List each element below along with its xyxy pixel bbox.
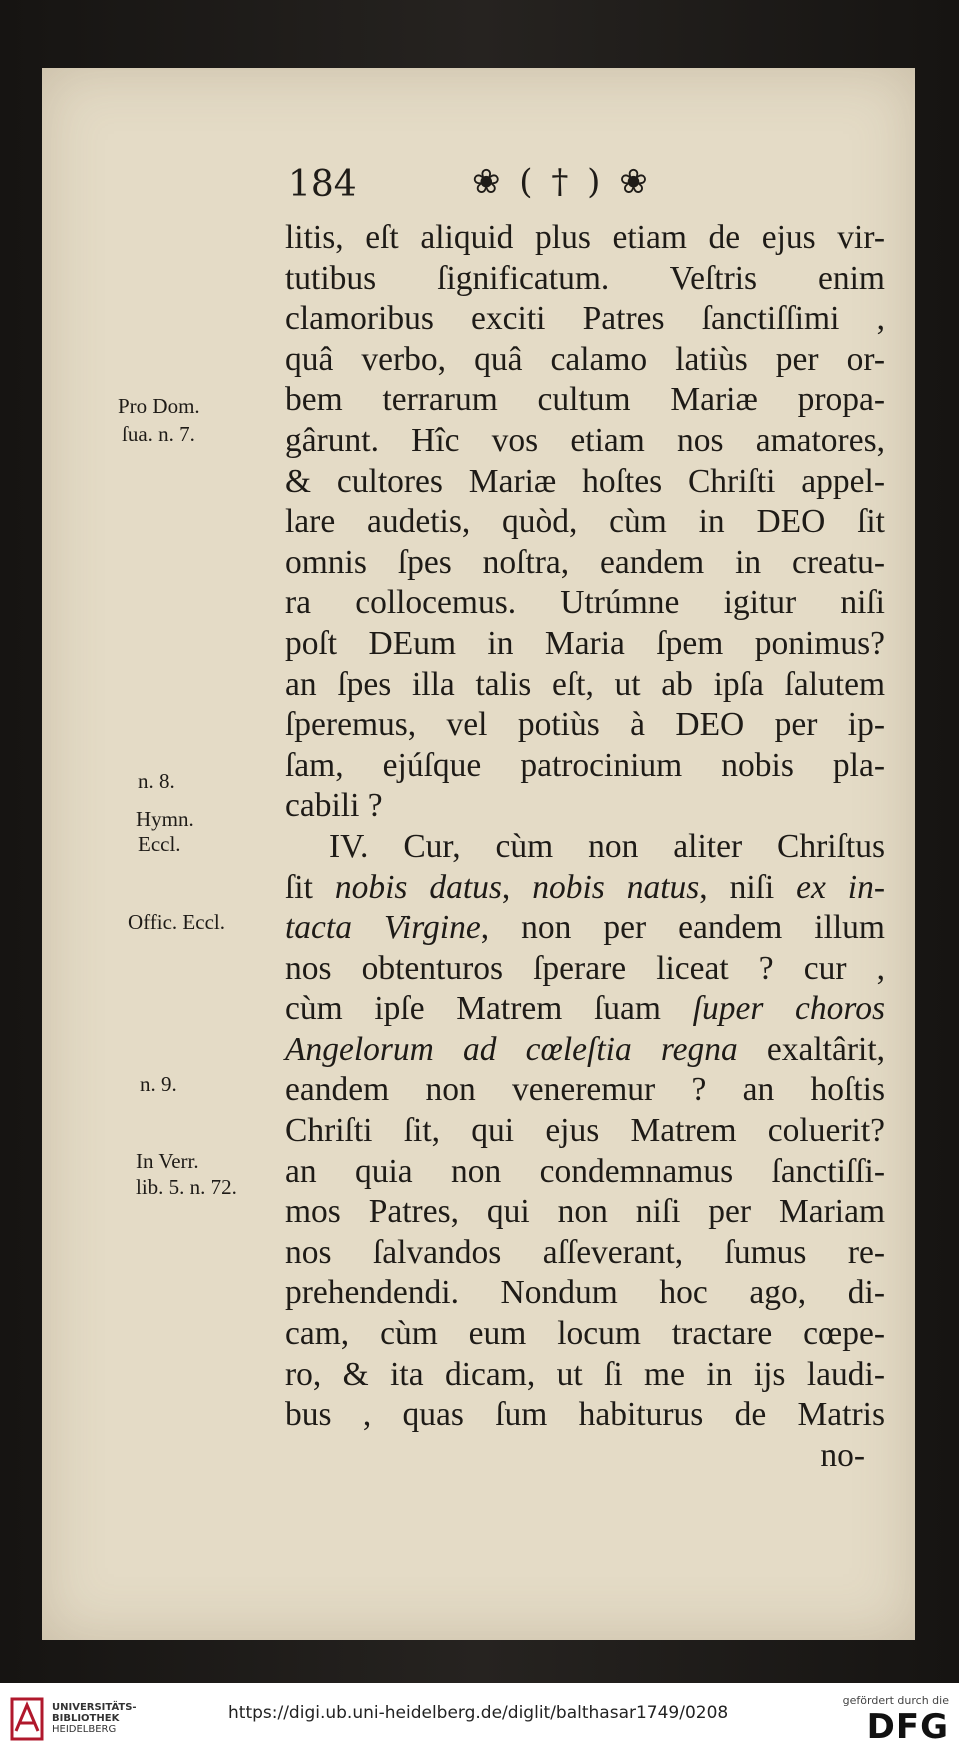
catchword: no- <box>820 1436 865 1474</box>
text-line: cùm ipſe Matrem ſuam ſuper choros <box>285 990 885 1028</box>
text-line: nos ſalvandos aſſeverant, ſumus re- <box>285 1233 885 1271</box>
dfg-logo: DFG <box>866 1707 949 1747</box>
text-line: bem terrarum cultum Mariæ propa- <box>285 381 885 419</box>
text-line: gârunt. Hîc vos etiam nos amatores, <box>285 421 885 459</box>
text-line: nos obtenturos ſperare liceat ? cur , <box>285 949 885 987</box>
marginal-note: lib. 5. n. 72. <box>136 1175 237 1199</box>
viewer-footer <box>0 1683 959 1753</box>
university-library-logo-icon <box>10 1697 44 1741</box>
text-line: poſt DEum in Maria ſpem ponimus? <box>285 624 885 662</box>
text-line: & cultores Mariæ hoſtes Chriſti appel- <box>285 462 885 500</box>
marginal-note: Offic. Eccl. <box>128 910 225 934</box>
text-line: prehendendi. Nondum hoc ago, di- <box>285 1274 885 1312</box>
text-line: eandem non veneremur ? an hoſtis <box>285 1071 885 1109</box>
marginal-note: n. 9. <box>140 1072 177 1096</box>
paragraph-start: IV. Cur, cùm non aliter Chriſtus <box>329 827 885 865</box>
marginal-note: Eccl. <box>138 832 181 856</box>
text-line: ra collocemus. Utrúmne igitur niſi <box>285 584 885 622</box>
text-line: litis, eſt aliquid plus etiam de ejus vir- <box>285 219 885 256</box>
marginal-note: n. 8. <box>138 769 175 793</box>
text-line: clamoribus exciti Patres ſanctiſſimi , <box>285 300 885 338</box>
permalink-url[interactable]: https://digi.ub.uni-heidelberg.de/diglit/balthasar1749/0208 <box>228 1703 729 1723</box>
text-line: omnis ſpes noſtra, eandem in creatu- <box>285 543 885 581</box>
text-line: ſit nobis datus, nobis natus, niſi ex in- <box>285 868 885 906</box>
text-line: ſperemus, vel potiùs à DEO per ip- <box>285 706 885 744</box>
running-head <box>42 162 915 222</box>
text-line: bus , quas ſum habiturus de Matris <box>285 1396 885 1434</box>
text-line: quâ verbo, quâ calamo latiùs per or- <box>285 340 885 378</box>
text-line: tacta Virgine, non per eandem illum <box>285 909 885 947</box>
header-ornament: ❀ ( † ) ❀ <box>472 162 652 202</box>
text-line: cam, cùm eum locum tractare cœpe- <box>285 1315 885 1353</box>
text-line: ſam, ejúſque patrocinium nobis pla- <box>285 746 885 784</box>
text-line: tutibus ſignificatum. Veſtris enim <box>285 259 885 297</box>
marginal-note: ſua. n. 7. <box>122 422 195 446</box>
library-name: UNIVERSITÄTS- BIBLIOTHEK HEIDELBERG <box>52 1702 137 1735</box>
body-text <box>285 218 885 1476</box>
book-page <box>42 68 915 1640</box>
text-line: mos Patres, qui non niſi per Mariam <box>285 1193 885 1231</box>
marginal-note: Pro Dom. <box>118 394 200 418</box>
text-line: an quia non condemnamus ſanctiſſi- <box>285 1152 885 1190</box>
text-line: Angelorum ad cœleſtia regna exaltârit, <box>285 1030 885 1068</box>
text-line: an ſpes illa talis eſt, ut ab ipſa ſalutem <box>285 665 885 703</box>
text-line: lare audetis, quòd, cùm in DEO ſit <box>285 503 885 541</box>
page-number: 184 <box>288 164 357 205</box>
marginal-note: In Verr. <box>136 1149 199 1173</box>
text-line: Chriſti ſit, qui ejus Matrem coluerit? <box>285 1112 885 1150</box>
text-line: ro, & ita dicam, ut ſi me in ijs laudi- <box>285 1355 885 1393</box>
text-line: cabili ? <box>285 787 383 825</box>
marginal-note: Hymn. <box>136 807 194 831</box>
funder-caption: gefördert durch die <box>842 1694 949 1707</box>
